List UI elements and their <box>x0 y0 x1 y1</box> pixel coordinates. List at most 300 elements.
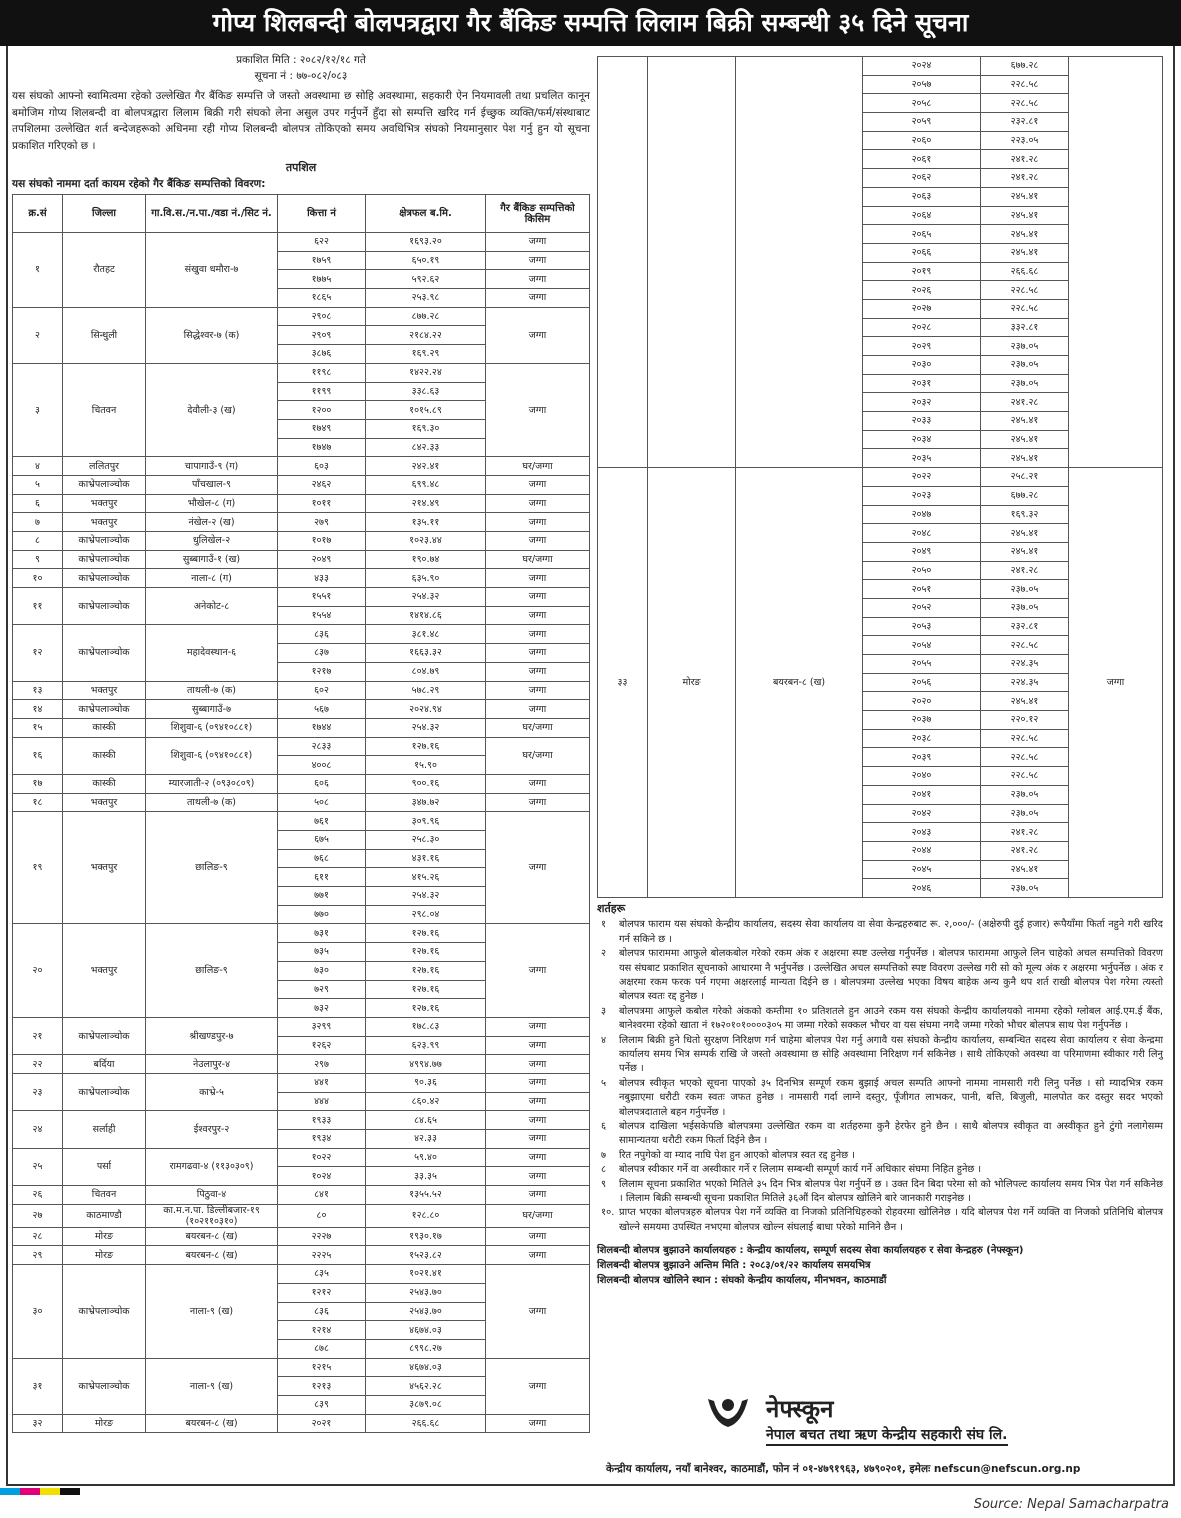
location: रामगढवा-४ (११३०३०९) <box>146 1148 278 1185</box>
area: १४१४.८६ <box>366 606 486 625</box>
area: ८९९८.२७ <box>366 1339 486 1358</box>
table-row <box>13 1246 590 1265</box>
location: छालिङ-९ <box>146 924 278 1017</box>
serial-number: २८ <box>13 1227 63 1246</box>
area: २४५.४१ <box>981 225 1069 244</box>
color-bars <box>0 1488 80 1495</box>
table-row <box>13 1227 590 1246</box>
plot-number: ७३१ <box>278 924 366 943</box>
plot-number: २०२६ <box>863 281 981 300</box>
plot-number: ७६१ <box>278 812 366 831</box>
condition-item <box>597 947 1163 1005</box>
property-type: जग्गा <box>486 681 590 700</box>
plot-number: ११९८ <box>278 363 366 382</box>
property-type: जग्गा <box>486 700 590 719</box>
condition-text: रित नपुगेको वा म्याद नाघि पेश हुन आएको बोलपत्र स्वत रद्द हुनेछ । <box>619 1149 855 1161</box>
area: २४१.२८ <box>981 150 1069 169</box>
plot-number: १७४४ <box>278 718 366 737</box>
plot-number: १५५४ <box>278 606 366 625</box>
plot-number: २०६३ <box>863 187 981 206</box>
plot-number: २०३७ <box>863 711 981 730</box>
serial-number: १६ <box>13 737 63 774</box>
plot-number: २०५३ <box>863 617 981 636</box>
property-type: जग्गा <box>486 644 590 663</box>
area: २९८.०४ <box>366 905 486 924</box>
plot-number: २०५७ <box>863 75 981 94</box>
plot-number: २०१९ <box>863 262 981 281</box>
area: २२८.५८ <box>981 94 1069 113</box>
condition-number: ९ <box>601 1178 607 1190</box>
district: काभ्रेपलाञ्चोक <box>63 475 146 494</box>
serial-number: ३२ <box>13 1414 63 1433</box>
plot-number: ८३९ <box>278 1395 366 1414</box>
plot-number: १२१४ <box>278 1321 366 1340</box>
location: नेउलापुर-४ <box>146 1055 278 1074</box>
property-type: घर/जग्गा <box>486 550 590 569</box>
area: २३७.०५ <box>981 374 1069 393</box>
condition-number: ३ <box>601 1005 607 1017</box>
condition-text: बोलपत्र फाराममा आफुले बोलकबोल गरेको रकम अंक र अक्षरमा स्पष्ट उल्लेख गर्नुपर्नेछ । बोलपत्र फाराममा आफुले लिन चाहेको अचल सम्पत्तिको विवरण यस संघबाट प्रकाशित सूचनाको आधारमा नै भर्नुपर्नेछ । उल्लेखित अचल सम्पत्तिको स्पष्ट विवरण उल्लेख गरी सो को मूल्य अंक र अक्षरमा भर्नुपर्नेछ । अंक र अक्षरमा रकम फरक पर्न गएमा अक्षरलाई मान्यता दिईने छ । बोलपत्रमा उल्लेख भएका विषय बाहेक अन्य कुनै थप शर्त राखी बोलपत्र पेश गरेमा त्यस्तो बोलपत्र स्वतः रद्द हुनेछ । <box>619 948 1163 1003</box>
serial-number: १ <box>13 233 63 308</box>
district: चितवन <box>63 363 146 456</box>
serial-number: १० <box>13 569 63 588</box>
property-type: घर/जग्गा <box>486 718 590 737</box>
district: काठमाण्डौ <box>63 1204 146 1227</box>
district: काभ्रेपलाञ्चोक <box>63 1073 146 1110</box>
table-row <box>13 457 590 476</box>
plot-number: २०२७ <box>863 299 981 318</box>
condition-item <box>597 1178 1163 1207</box>
serial-number: २३ <box>13 1073 63 1110</box>
plot-number: १०२२ <box>278 1148 366 1167</box>
plot-number: २९०८ <box>278 307 366 326</box>
plot-number: २०३१ <box>863 374 981 393</box>
plot-number: २०५८ <box>863 94 981 113</box>
plot-number: २०६२ <box>863 169 981 188</box>
area: २५४.३२ <box>366 588 486 607</box>
plot-number: ७७० <box>278 905 366 924</box>
area: १५.९० <box>366 756 486 775</box>
area: २४२.४१ <box>366 457 486 476</box>
location: बयरबन-८ (ख) <box>146 1227 278 1246</box>
plot-number: २०४९ <box>278 550 366 569</box>
district: मोरङ <box>63 1227 146 1246</box>
property-type: जग्गा <box>486 662 590 681</box>
condition-number: ४ <box>601 1034 607 1046</box>
left-column <box>12 52 590 1433</box>
area: १६९३.२० <box>366 233 486 252</box>
property-type: घर/जग्गा <box>486 457 590 476</box>
plot-number: ५०८ <box>278 793 366 812</box>
district: चितवन <box>63 1186 146 1205</box>
serial-number: १५ <box>13 718 63 737</box>
plot-number: ६११ <box>278 868 366 887</box>
plot-number: २०२९ <box>863 337 981 356</box>
location: सिद्धेश्वर-७ (क) <box>146 307 278 363</box>
table-row <box>13 513 590 532</box>
location: महादेवस्थान-६ <box>146 625 278 681</box>
district: काभ्रेपलाञ्चोक <box>63 588 146 625</box>
condition-text: लिलाम सूचना प्रकाशित भएको मितिले ३५ दिन भित्र बोलपत्र पेश गर्नुपर्ने छ । उक्त दिन बिदा परेमा सो को भोलिपल्ट कार्यालय समय भित्र पेश गर्न सकिनेछ । लिलाम बिक्री सम्बन्धी सूचना प्रकाशित मितिले ३६औं दिन बोलपत्र खोलिने बारे जानकारी गराइनेछ । <box>619 1178 1163 1205</box>
area: ४२.३३ <box>366 1130 486 1149</box>
serial-number: ३१ <box>13 1358 63 1414</box>
area: ३८७९.०८ <box>366 1395 486 1414</box>
area: २५८.२१ <box>981 468 1069 487</box>
plot-number: २०३८ <box>863 729 981 748</box>
yellow-bar <box>40 1488 60 1495</box>
property-type: जग्गा <box>486 1265 590 1358</box>
property-type: जग्गा <box>486 233 590 252</box>
table-row <box>13 625 590 644</box>
district: काभ्रेपलाञ्चोक <box>63 1265 146 1358</box>
plot-number: १९३३ <box>278 1111 366 1130</box>
plot-number: ३२९९ <box>278 1017 366 1036</box>
org-address: केन्द्रीय कार्यालय, नयाँ बानेश्वर, काठमाडौं, फोन नं ०१-४७९१९६३, ४७९०२०१, इमेलः nefscun@nefscun.org.np <box>606 1463 1081 1475</box>
table-row <box>13 1055 590 1074</box>
area: ६७७.२८ <box>981 57 1069 76</box>
condition-item <box>597 1034 1163 1077</box>
condition-number: ७ <box>601 1149 607 1161</box>
serial-number: ५ <box>13 475 63 494</box>
serial-number: २६ <box>13 1186 63 1205</box>
plot-number: २२२७ <box>278 1227 366 1246</box>
area: २५८.३० <box>366 831 486 850</box>
condition-item <box>597 1077 1163 1120</box>
plot-number: २०५९ <box>863 113 981 132</box>
location: सुब्बागाउँ-१ (ख) <box>146 550 278 569</box>
serial-number: ११ <box>13 588 63 625</box>
condition-item <box>597 1206 1163 1235</box>
column-header: जिल्ला <box>63 195 146 233</box>
condition-text: बोलपत्रमा आफुले कबोल गरेको अंकको कम्तीमा १० प्रतिशतले हुन आउने रकम यस संघको केन्द्रीय कार्यालयको नाममा रहेको ग्लोबल आई.एम.ई बैंक, बानेश्वरमा रहेको खाता नं १७२०१०१००००३०५ मा जम्मा गरेको सक्कल भौचर वा यस संघमा नगदै जम्मा गरेको भौचर बोलपत्र साथ पेश गर्नुपर्नेछ । <box>619 1005 1163 1032</box>
area: ३३.३५ <box>366 1167 486 1186</box>
condition-item <box>597 1149 1163 1163</box>
area: २२८.५८ <box>981 748 1069 767</box>
table-row <box>13 812 590 831</box>
serial-number: ९ <box>13 550 63 569</box>
column-header: कित्ता नं <box>278 195 366 233</box>
plot-number: २०४८ <box>863 524 981 543</box>
notice-number: सूचना नं : ७७-०८२/०८३ <box>254 70 348 82</box>
district: रौतहट <box>63 233 146 308</box>
area: २५४.३२ <box>366 887 486 906</box>
plot-number: ८० <box>278 1204 366 1227</box>
area: ८४.६५ <box>366 1111 486 1130</box>
table-row <box>13 475 590 494</box>
area: २३७.०५ <box>981 337 1069 356</box>
district: भक्तपुर <box>63 812 146 924</box>
location: ईश्वरपुर-२ <box>146 1111 278 1148</box>
district: बर्दिया <box>63 1055 146 1074</box>
area: १०२३.४४ <box>366 532 486 551</box>
area: २४१.२८ <box>981 393 1069 412</box>
plot-number: ६०२ <box>278 681 366 700</box>
district: भक्तपुर <box>63 494 146 513</box>
district: काभ्रेपलाञ्चोक <box>63 569 146 588</box>
condition-item <box>597 1005 1163 1034</box>
area: २२८.५८ <box>981 281 1069 300</box>
table-caption: यस संघको नाममा दर्ता कायम रहेको गैर बैंकिङ सम्पत्तिको विवरण: <box>12 178 266 190</box>
plot-number: ११९९ <box>278 382 366 401</box>
area: १९०.७४ <box>366 550 486 569</box>
area: ३४७.७२ <box>366 793 486 812</box>
plot-number: २०५० <box>863 561 981 580</box>
area: २४५.४१ <box>981 206 1069 225</box>
serial-number: २१ <box>13 1017 63 1054</box>
plot-number: २०६४ <box>863 206 981 225</box>
condition-text: लिलाम बिक्री हुने धितो सुरक्षण निरिक्षण गर्न चाहेमा बोलपत्र पेश गर्नु अगावै यस संघको केन्द्रीय कार्यालय, सम्बन्धित सदस्य सेवा कार्यालय र सेवा केन्द्रमा कार्यालय समय भित्र सम्पर्क राखि जे जस्तो अवस्थामा छ सोहि अवस्थामा निरिक्षण गर्न सकिनेछ । साथै तोकिएको अवस्था वा परिमाणमा स्वीकार गरी लिनु पर्नेछ । <box>619 1034 1163 1075</box>
district: भक्तपुर <box>63 513 146 532</box>
location: नाला-८ (ग) <box>146 569 278 588</box>
area: २२४.३५ <box>981 655 1069 674</box>
area: ५९.४० <box>366 1148 486 1167</box>
area: ५९२.६२ <box>366 270 486 289</box>
plot-number: ८७८ <box>278 1339 366 1358</box>
plot-number: १९३४ <box>278 1130 366 1149</box>
property-type: जग्गा <box>486 513 590 532</box>
area: १५२३.८२ <box>366 1246 486 1265</box>
location: पिठुवा-४ <box>146 1186 278 1205</box>
table-row <box>13 307 590 326</box>
condition-text: बोलपत्र फाराम यस संघको केन्द्रीय कार्यालय, सदस्य सेवा कार्यालय वा सेवा केन्द्रहरुबाट रू. २,०००/- (अक्षेरुपी दुई हजार) रूपैयाँमा फिर्ता नहुने गरी खरिद गर्न सकिने छ । <box>619 919 1163 945</box>
plot-number: २०३३ <box>863 412 981 431</box>
org-full-name: नेपाल बचत तथा ऋण केन्द्रीय सहकारी संघ लि. <box>766 1425 1008 1446</box>
plot-number: २०५४ <box>863 636 981 655</box>
location: ताथली-७ (क) <box>146 793 278 812</box>
table-row <box>13 774 590 793</box>
serial-number: २४ <box>13 1111 63 1148</box>
area: २४५.४१ <box>981 187 1069 206</box>
plot-number: २८३३ <box>278 737 366 756</box>
district <box>648 57 736 468</box>
location: पाँचखाल-९ <box>146 475 278 494</box>
location: नाला-९ (ख) <box>146 1265 278 1358</box>
district: कास्की <box>63 774 146 793</box>
plot-number: १२१७ <box>278 662 366 681</box>
notice-title: गोप्य शिलबन्दी बोलपत्रद्वारा गैर बैंकिङ सम्पत्ति लिलाम बिक्री सम्बन्धी ३५ दिने सूचना <box>0 0 1181 46</box>
property-type: जग्गा <box>486 1148 590 1167</box>
property-type: जग्गा <box>486 1414 590 1433</box>
district: भक्तपुर <box>63 793 146 812</box>
district: सिन्धुली <box>63 307 146 363</box>
plot-number: १५५१ <box>278 588 366 607</box>
area: ८४२.३३ <box>366 438 486 457</box>
area: २१४.४९ <box>366 494 486 513</box>
area: ४५६२.२८ <box>366 1377 486 1396</box>
plot-number: २०६५ <box>863 225 981 244</box>
area: २२०.१२ <box>981 711 1069 730</box>
plot-number: २०६१ <box>863 150 981 169</box>
info-line: शिलबन्दी बोलपत्र बुझाउने अन्तिम मिति : २०८३/०१/२२ कार्यालय समयभित्र <box>597 1260 871 1272</box>
plot-number: १२६२ <box>278 1036 366 1055</box>
area: २४१.२८ <box>981 823 1069 842</box>
table-row <box>598 57 1163 76</box>
property-type: घर/जग्गा <box>486 737 590 774</box>
property-type: जग्गा <box>486 1073 590 1092</box>
plot-number: ८३५ <box>278 1265 366 1284</box>
area: १७८.८३ <box>366 1017 486 1036</box>
area: २३२.८१ <box>981 617 1069 636</box>
property-type: जग्गा <box>486 1358 590 1414</box>
submission-info <box>597 1243 1163 1288</box>
area: २४५.४१ <box>981 430 1069 449</box>
area: ८०४.७९ <box>366 662 486 681</box>
table-row <box>13 1148 590 1167</box>
location: अनेकोट-८ <box>146 588 278 625</box>
area: २४१.२८ <box>981 169 1069 188</box>
property-type: जग्गा <box>486 1036 590 1055</box>
area: १२७.१६ <box>366 961 486 980</box>
plot-number: १०२४ <box>278 1167 366 1186</box>
area: २३२.८१ <box>981 113 1069 132</box>
property-type: जग्गा <box>1069 468 1163 898</box>
plot-number: ६०६ <box>278 774 366 793</box>
cyan-bar <box>0 1488 20 1495</box>
plot-number: ४००८ <box>278 756 366 775</box>
area: १२७.१६ <box>366 980 486 999</box>
property-type: घर/जग्गा <box>486 1204 590 1227</box>
serial-number: २९ <box>13 1246 63 1265</box>
serial-number: ६ <box>13 494 63 513</box>
plot-number: २०२३ <box>863 486 981 505</box>
area: १६९.२९ <box>366 345 486 364</box>
location: शिशुवा-६ (०९४१०८८१) <box>146 737 278 774</box>
table-row <box>598 468 1163 487</box>
plot-number: ८३७ <box>278 644 366 663</box>
property-type: जग्गा <box>486 475 590 494</box>
plot-number: ६२२ <box>278 233 366 252</box>
plot-number: २०३४ <box>863 430 981 449</box>
plot-number: ७२९ <box>278 980 366 999</box>
location: चापागाउँ-९ (ग) <box>146 457 278 476</box>
table-row <box>13 532 590 551</box>
property-type: जग्गा <box>486 812 590 924</box>
table-row <box>13 494 590 513</box>
plot-number: २०६० <box>863 131 981 150</box>
district: भक्तपुर <box>63 924 146 1017</box>
plot-number: ७६८ <box>278 849 366 868</box>
area: २४५.४१ <box>981 412 1069 431</box>
serial-number: २ <box>13 307 63 363</box>
location: सुब्बागाउँ-७ <box>146 700 278 719</box>
property-type: जग्गा <box>486 1111 590 1130</box>
condition-item <box>597 918 1163 947</box>
table-row <box>13 1358 590 1377</box>
property-table-continued <box>597 56 1163 898</box>
property-table <box>12 194 590 1433</box>
location: शिशुवा-६ (०९४१०८८१) <box>146 718 278 737</box>
serial-number: ७ <box>13 513 63 532</box>
plot-number: १२१२ <box>278 1283 366 1302</box>
table-row <box>13 700 590 719</box>
area: २५४.३२ <box>366 718 486 737</box>
area: १२७.१६ <box>366 943 486 962</box>
area: २४५.४१ <box>981 243 1069 262</box>
column-header: क्षेत्रफल ब.मि. <box>366 195 486 233</box>
property-type: जग्गा <box>486 363 590 456</box>
plot-number: २०५६ <box>863 673 981 692</box>
district: कास्की <box>63 737 146 774</box>
property-type: जग्गा <box>486 494 590 513</box>
conditions-section <box>597 902 1163 1235</box>
area: १६६३.३२ <box>366 644 486 663</box>
location: का.म.न.पा. डिल्लीबजार-१९ (१०२११०३१०) <box>146 1204 278 1227</box>
condition-number: १०. <box>601 1207 615 1219</box>
location: ताथली-७ (क) <box>146 681 278 700</box>
area: ९००.१६ <box>366 774 486 793</box>
property-type: जग्गा <box>486 1130 590 1149</box>
area: २२८.५८ <box>981 729 1069 748</box>
property-type: जग्गा <box>486 924 590 1017</box>
location: नाला-९ (ख) <box>146 1358 278 1414</box>
property-type: जग्गा <box>486 1246 590 1265</box>
property-type: जग्गा <box>486 270 590 289</box>
area: २४५.४१ <box>981 449 1069 468</box>
plot-number: २०३० <box>863 356 981 375</box>
district: ललितपुर <box>63 457 146 476</box>
plot-number: २०५१ <box>863 580 981 599</box>
area: ४३१.१६ <box>366 849 486 868</box>
table-row <box>13 737 590 756</box>
location: धुलिखेल-२ <box>146 532 278 551</box>
location: श्रीखण्डपुर-७ <box>146 1017 278 1054</box>
table-row <box>13 1073 590 1092</box>
location: संखुवा धमौरा-७ <box>146 233 278 308</box>
source-credit: Source: Nepal Samacharpatra <box>973 1497 1169 1512</box>
area: २३७.०५ <box>981 785 1069 804</box>
plot-number: १७४७ <box>278 438 366 457</box>
area: १९३०.१७ <box>366 1227 486 1246</box>
property-type <box>1069 57 1163 468</box>
condition-text: बोलपत्र दाखिला भईसकेपछि बोलपत्रमा उल्लेखित रकम वा शर्तहरुमा कुनै हेरफेर हुने छैन । साथै बोलपत्र स्वीकृत वा अस्वीकृत हुने टुंगो नलागेसम्म सामान्यतया धरौटी रकम फिर्ता दिईने छैन । <box>619 1121 1163 1147</box>
condition-number: ६ <box>601 1121 607 1133</box>
plot-number: १२०० <box>278 401 366 420</box>
area: ३८१.४८ <box>366 625 486 644</box>
condition-number: ५ <box>601 1077 607 1089</box>
district: पर्सा <box>63 1148 146 1185</box>
area: २४१.२८ <box>981 561 1069 580</box>
location: बयरबन-८ (ख) <box>146 1414 278 1433</box>
plot-number: २९०९ <box>278 326 366 345</box>
plot-number: ७३२ <box>278 999 366 1018</box>
area: १०२१.४१ <box>366 1265 486 1284</box>
plot-number: ८३६ <box>278 625 366 644</box>
plot-number: २०४५ <box>863 860 981 879</box>
area: ८६०.४२ <box>366 1092 486 1111</box>
area: ३३८.६३ <box>366 382 486 401</box>
area: २६६.६८ <box>366 1414 486 1433</box>
table-row <box>13 588 590 607</box>
condition-item <box>597 1163 1163 1177</box>
plot-number: २७९ <box>278 513 366 532</box>
serial-number: १३ <box>13 681 63 700</box>
area: २५३.९८ <box>366 289 486 308</box>
plot-number: २०५५ <box>863 655 981 674</box>
schedule-heading: तपशिल <box>285 161 317 174</box>
plot-number: २४६२ <box>278 475 366 494</box>
condition-number: १ <box>601 919 607 931</box>
area: १२७.१६ <box>366 924 486 943</box>
location: बयरबन-८ (ख) <box>736 468 863 898</box>
serial-number: १४ <box>13 700 63 719</box>
area: २२३.०५ <box>981 131 1069 150</box>
info-line: शिलबन्दी बोलपत्र खोलिने स्थान : संघको केन्द्रीय कार्यालय, मीनभवन, काठमाडौं <box>597 1275 887 1287</box>
district: काभ्रेपलाञ्चोक <box>63 532 146 551</box>
property-type: जग्गा <box>486 251 590 270</box>
plot-number: २०६६ <box>863 243 981 262</box>
area: २५४३.७० <box>366 1302 486 1321</box>
property-type: जग्गा <box>486 625 590 644</box>
